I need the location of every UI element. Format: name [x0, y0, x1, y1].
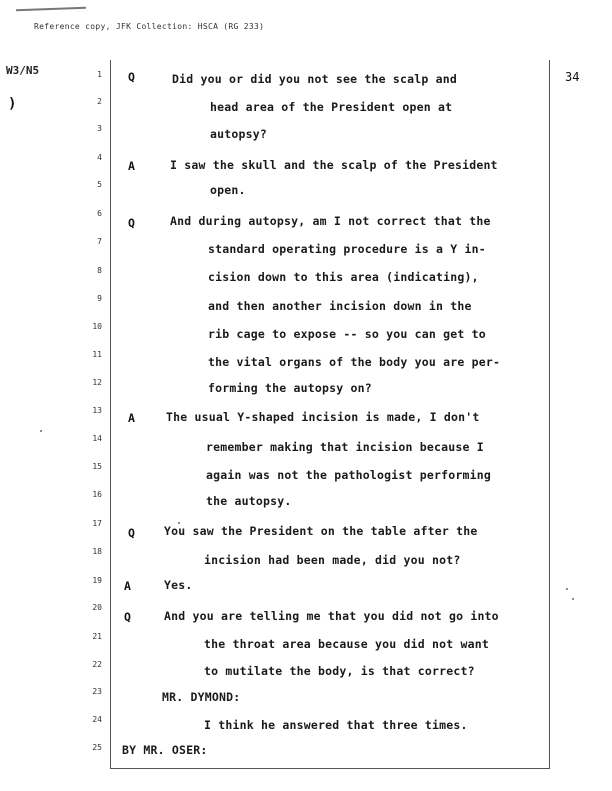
transcript-line: the throat area because you did not want — [204, 637, 489, 651]
transcript-line: forming the autopsy on? — [208, 381, 372, 395]
transcript-line: MR. DYMOND: — [162, 690, 241, 704]
line-number: 3 — [97, 124, 102, 133]
margin-rule-bottom — [110, 768, 550, 769]
transcript-line: And you are telling me that you did not go into — [164, 609, 499, 623]
line-number: 12 — [92, 378, 102, 387]
line-number: 24 — [92, 715, 102, 724]
speaker-label: A — [128, 159, 135, 173]
line-number: 13 — [92, 406, 102, 415]
speaker-label: Q — [128, 216, 135, 230]
transcript-line: rib cage to expose -- so you can get to — [208, 327, 486, 341]
speaker-label: Q — [128, 526, 135, 540]
transcript-line: open. — [210, 183, 246, 197]
line-number: 14 — [92, 434, 102, 443]
transcript-line: and then another incision down in the — [208, 299, 472, 313]
transcript-line: head area of the President open at — [210, 100, 453, 114]
line-number: 1 — [97, 70, 102, 79]
scan-speck — [566, 588, 568, 590]
line-number: 23 — [92, 687, 102, 696]
transcript-line: the autopsy. — [206, 494, 292, 508]
scan-speck — [40, 430, 42, 432]
line-number: 4 — [97, 153, 102, 162]
line-number: 10 — [92, 322, 102, 331]
line-number: 9 — [97, 294, 102, 303]
line-number: 7 — [97, 237, 102, 246]
line-number: 15 — [92, 462, 102, 471]
transcript-line: autopsy? — [210, 127, 267, 141]
line-number: 18 — [92, 547, 102, 556]
line-number: 19 — [92, 576, 102, 585]
speaker-label: A — [128, 411, 135, 425]
margin-code: W3/N5 — [6, 64, 40, 77]
line-number: 22 — [92, 660, 102, 669]
margin-rule-left — [110, 60, 111, 768]
transcript-line: BY MR. OSER: — [122, 743, 208, 757]
transcript-line: And during autopsy, am I not correct that the — [170, 214, 491, 228]
transcript-line: again was not the pathologist performing — [206, 468, 491, 482]
transcript-line: standard operating procedure is a Y in- — [208, 242, 486, 256]
line-number: 17 — [92, 519, 102, 528]
line-number: 5 — [97, 180, 102, 189]
scan-speck — [572, 598, 574, 600]
transcript-line: Yes. — [164, 578, 193, 592]
scan-scratch — [16, 7, 86, 11]
transcript-line: I saw the skull and the scalp of the President — [170, 158, 498, 172]
line-number: 25 — [92, 743, 102, 752]
line-number: 16 — [92, 490, 102, 499]
transcript-line: The usual Y-shaped incision is made, I don't — [166, 410, 480, 424]
speaker-label: Q — [128, 70, 135, 84]
speaker-label: Q — [124, 610, 131, 624]
page-number: 34 — [565, 70, 580, 84]
transcript-line: You saw the President on the table after the — [164, 524, 478, 538]
transcript-line: cision down to this area (indicating), — [208, 270, 479, 284]
transcript-line: Did you or did you not see the scalp and — [172, 72, 457, 86]
transcript-line: remember making that incision because I — [206, 440, 484, 454]
transcript-line: incision had been made, did you not? — [204, 553, 461, 567]
margin-rule-right — [549, 60, 550, 769]
line-number: 2 — [97, 97, 102, 106]
transcript-line: I think he answered that three times. — [204, 718, 468, 732]
line-number: 6 — [97, 209, 102, 218]
line-number: 21 — [92, 632, 102, 641]
line-number: 20 — [92, 603, 102, 612]
margin-mark: ) — [8, 96, 17, 112]
transcript-line: to mutilate the body, is that correct? — [204, 664, 475, 678]
reference-header: Reference copy, JFK Collection: HSCA (RG 233) — [34, 22, 265, 31]
line-number: 8 — [97, 266, 102, 275]
transcript-line: the vital organs of the body you are per- — [208, 355, 501, 369]
line-number: 11 — [92, 350, 102, 359]
speaker-label: A — [124, 579, 131, 593]
